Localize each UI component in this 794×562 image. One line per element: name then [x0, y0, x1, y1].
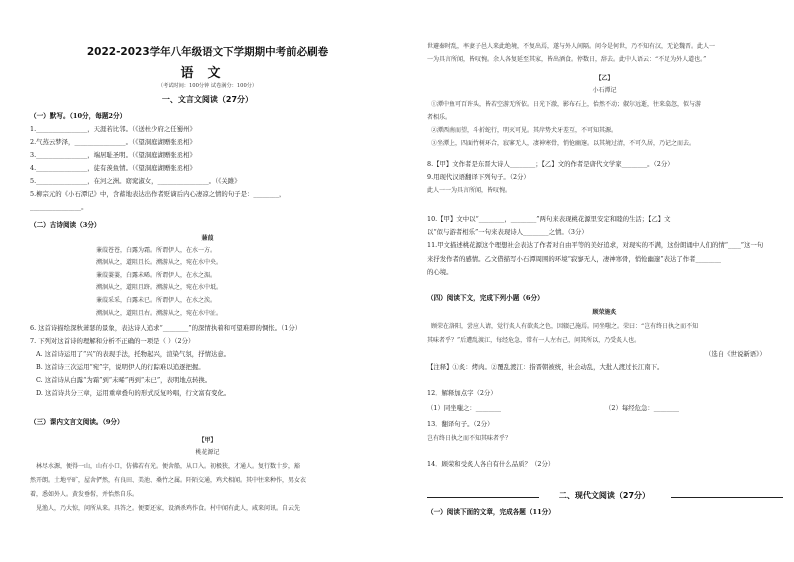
part1-heading: 一、文言文阅读（27分）	[161, 95, 254, 104]
question-5: 5.________________，在河之洲。窈窕淑女，________________。（《关雎》	[30, 177, 241, 185]
option-d: D. 这首诗共分三章，运用重章叠句的形式反复吟唱，行文富有变化。	[36, 389, 231, 397]
question-8: 8.【甲】文作者是东晋大诗人________；【乙】文的作者是唐代文学家________。（2分）	[427, 160, 674, 168]
question-4: 4.________________，徒有羡鱼情。（《望洞庭湖赠张丞相》	[30, 164, 196, 172]
passage-wen-line-2: 其味者乎？”后遭乱渡江，每经危急，常有一人左右己，问其所以，乃受炙人也。	[427, 337, 641, 344]
passage-yi-line-3: ②潭西南而望，斗折蛇行，明灭可见。其岸势犬牙差互，不可知其源。	[431, 127, 618, 134]
passage-wen-source: （选自《世说新语》）	[705, 350, 766, 358]
question-3: 3.________________，端居耻圣明。（《望洞庭湖赠张丞相》	[30, 151, 196, 159]
passage-jia-cont-2: 一为具言所闻，皆叹惋。余人各复延至其家，皆出酒食。停数日，辞去。此中人语云：“不足为外人道也。”	[427, 56, 707, 63]
passage-jia-line-4: 见渔人，乃大惊，问所从来。具答之。便要还家，设酒杀鸡作食。村中闻有此人，咸来问讯。自云先	[36, 505, 301, 512]
poem-line-1: 蒹葭苍苍，白露为霜。所谓伊人，在水一方。	[96, 247, 217, 254]
question-q6: 6. 这首诗描绘深秋萧瑟的景象，表达诗人追求“________”的深情执着和可望难即的惆怅。（1分）	[30, 324, 302, 332]
poem-line-3: 蒹葭萋萋，白露未晞。所谓伊人，在水之湄。	[96, 272, 217, 279]
subject-heading: 语文	[180, 66, 235, 81]
question-9-sentence: 此人一一为具言所闻，皆叹惋。	[427, 187, 512, 194]
question-2: 2.气蒸云梦泽，________________。（《望洞庭湖赠张丞相》	[30, 138, 196, 146]
part2-heading: 二、现代文阅读（27分）	[558, 491, 651, 500]
section1-heading: （一）默写。（10分，每题2分）	[30, 112, 127, 120]
option-b: B. 这首诗三次运用“宛”字，说明伊人的行踪难以追逐把握。	[36, 363, 205, 371]
poem-line-6: 溯洄从之，道阻且右。溯游从之，宛在水中沚。	[96, 310, 223, 317]
question-12-1: （1）同坐嗤之：________	[427, 404, 502, 412]
passage-yi-line-2: 者相乐。	[427, 114, 452, 121]
question-11a: 11.甲文描述桃花源这个理想社会表达了作者对自由平等的美好追求，对现实的不满，这份朗诵中人们的情“____”这一句	[427, 241, 764, 249]
passage-wen-title: 顾荣施炙	[592, 309, 617, 316]
poem-title: 蒹葭	[201, 235, 214, 242]
section4-heading: （四）阅读下文，完成下列小题（6分）	[427, 294, 544, 302]
right-column	[415, 0, 794, 562]
passage-yi-label: 【乙】	[595, 75, 614, 82]
passage-yi-title: 小石潭记	[592, 87, 617, 94]
passage-yi-line-4: ③坐潭上，四面竹树环合，寂寥无人，凄神寒骨，悄怆幽邃。以其境过清，不可久居，乃记之而去。	[431, 140, 696, 147]
option-a: A. 这首诗运用了“兴”的表现手法，托物起兴，渲染气氛，抒情达意。	[36, 350, 231, 358]
question-11c: 的心境。	[427, 268, 453, 276]
question-10a: 10.【甲】文中以“________，________”两句来表现桃花源里安定和睦的生活；【乙】文	[427, 215, 671, 223]
poem-line-2: 溯洄从之，道阻且长。溯游从之，宛在水中央。	[96, 259, 223, 266]
passage-jia-title: 桃花源记	[195, 449, 220, 456]
question-12-2: （2）每经危急：________	[605, 404, 680, 412]
question-6a: 5.柳宗元的《小石潭记》中，含蓄地表达出作者贬谪后内心凄凉之情的句子是：________，	[30, 190, 286, 198]
part2-rule-right	[671, 497, 783, 498]
passage-yi-line-1: ①潭中鱼可百许头，皆若空游无所依。日光下澈，影布石上，佁然不动；俶尔远逝，往来翕忽，似与游	[431, 101, 702, 108]
section2-heading: （二）古诗阅读（3分）	[30, 221, 101, 229]
question-11b: 来抒发作者的感情。乙文借描写小石潭周围的环境“寂寥无人，凄神寒骨，悄怆幽邃”表达了作者________	[427, 255, 722, 263]
poem-line-4: 溯洄从之，道阻且跻。溯游从之，宛在水中坻。	[96, 284, 223, 291]
question-12: 12．解释加点字（2分）	[427, 389, 497, 397]
passage-jia-line-2: 然开朗。土地平旷，屋舍俨然，有良田、美池、桑竹之属。阡陌交通，鸡犬相闻。其中往来种作，男女衣	[30, 477, 307, 484]
poem-line-5: 蒹葭采采，白露未已。所谓伊人，在水之涘。	[96, 297, 217, 304]
passage-jia-label: 【甲】	[198, 437, 217, 444]
passage-jia-cont-1: 世避秦时乱，率妻子邑人来此绝境，不复出焉，遂与外人间隔。问今是何世，乃不知有汉，无论魏晋。此人一	[427, 43, 716, 50]
passage-wen-line-1: 顾荣在洛阳，尝应人请，觉行炙人有欲炙之色，因辍己施焉。同坐嗤之。荣曰：“岂有终日执之而不知	[431, 323, 699, 330]
question-6b: ________________。	[30, 203, 88, 211]
section5-heading: （一）阅读下面的文章，完成各题（11分）	[427, 508, 555, 516]
passage-wen-note: 【注释】①炙：烤肉。②覆乱渡江：指晋朝被统，社会动乱，大批人渡过长江南下。	[427, 363, 664, 371]
passage-jia-line-1: 林尽水源，便得一山，山有小口，仿佛若有光。便舍船，从口入。初极狭，才通人。复行数十步，豁	[36, 463, 301, 470]
question-1: 1.________________，天涯若比邻。（《送杜少府之任蜀州》	[30, 125, 196, 133]
question-10b: 以“似与游者相乐”一句来表现诗人________之情。（3分）	[427, 228, 588, 236]
question-q7: 7. 下列对这首诗的理解和分析不正确的一项是（ ）（2分）	[30, 337, 195, 345]
passage-jia-line-3: 着，悉如外人。黄发垂髫，并怡然自乐。	[30, 491, 139, 498]
exam-meta: （考试时间：100分钟 试卷满分：100分）	[157, 83, 258, 89]
option-c: C. 这首诗从白露“为霜”到“未晞”再到“未已”，表明地点转换。	[36, 376, 212, 384]
section3-heading: （三）课内文言文阅读。（9分）	[30, 418, 124, 426]
question-9: 9.用现代汉语翻译下列句子。（2分）	[427, 173, 530, 181]
question-13: 13．翻译句子。（2分）	[427, 420, 494, 428]
question-13-sentence: 岂有终日执之而不知其味者乎？	[427, 435, 512, 442]
question-14: 14．顾荣和受炙人各自有什么品质？（2分）	[427, 460, 555, 468]
exam-title: 2022-2023学年八年级语文下学期期中考前必刷卷	[86, 46, 329, 58]
